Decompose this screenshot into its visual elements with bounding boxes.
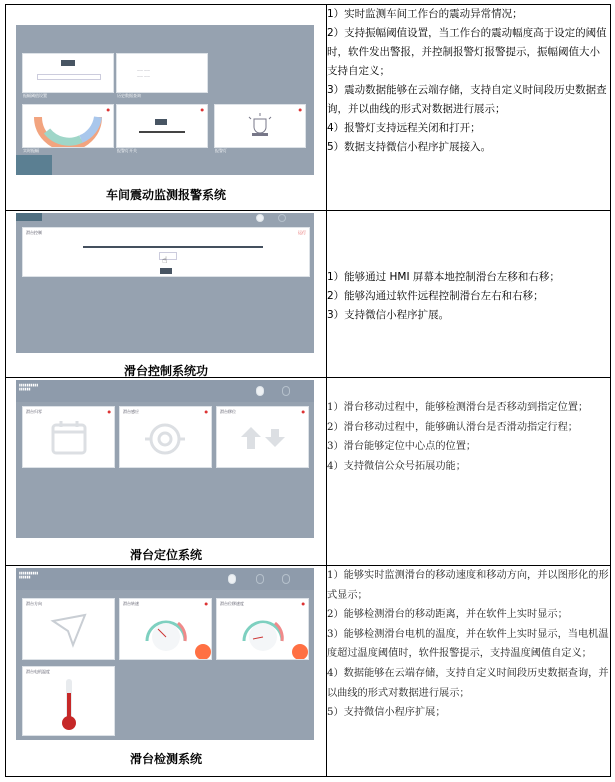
panel-card (22, 227, 310, 277)
list-item: 1）滑台移动过程中，能够检测滑台是否移动到指定位置； (327, 402, 589, 413)
panel-status: ● (204, 601, 208, 606)
panel-status: ● (106, 107, 110, 112)
panel-title: 振幅阈值设置 (23, 93, 47, 98)
panel-card (22, 406, 115, 468)
panel-title: 滑台转速 (123, 601, 139, 606)
feature-list (327, 5, 611, 211)
system-caption: 滑台定位系统 (129, 548, 202, 562)
feature-list (327, 566, 611, 777)
calendar-icon (23, 407, 114, 467)
logo: ▮▮▮▮▮▮▮▮▮▮ ▮▮▮▮▮▮ (19, 571, 39, 579)
system-screenshot (16, 568, 314, 740)
list-item: 4）数据能够在云端存储，支持自定义时间段历史数据查询，并以曲线的形式对数据进行展示； (327, 667, 609, 699)
table-row (6, 211, 611, 378)
panel-card (119, 598, 212, 660)
system-screenshot (16, 25, 314, 175)
panel-card (216, 406, 309, 468)
gauge-chart (23, 105, 113, 147)
thermometer-icon (23, 667, 114, 735)
velocity-gauge (217, 599, 308, 659)
header-pill[interactable] (282, 574, 290, 584)
panel-title: 滑台电机温度 (26, 669, 50, 674)
panel-status: ● (200, 107, 204, 112)
header-pill[interactable] (282, 386, 290, 396)
panel-card: —— —— —— —— (116, 53, 208, 93)
speed-gauge (120, 599, 211, 659)
panel-title: 报警灯开关 (117, 148, 137, 153)
screenshot-cell (6, 211, 327, 378)
feature-list (327, 378, 611, 566)
header-pill[interactable] (256, 214, 264, 222)
panel-title: 实时振幅 (23, 148, 39, 153)
list-item: 4）报警灯支持远程关闭和打开； (327, 122, 481, 134)
hand-pointer-icon: ☝ (162, 256, 168, 266)
direction-arrow-icon (23, 599, 114, 659)
panel-card (22, 53, 114, 93)
up-down-arrows-icon (217, 407, 308, 467)
target-icon (120, 407, 211, 467)
list-item: 3）能够检测滑台电机的温度，并在软件上实时显示，当电机温度超过温度阈值时，软件报警提示，支持温度阈值自定义； (327, 628, 609, 660)
panel-title: 滑台位移速度 (220, 601, 244, 606)
screenshot-cell (6, 566, 327, 777)
screenshot-cell (6, 378, 327, 566)
header-pill[interactable] (256, 574, 264, 584)
alarm-lamp-icon (215, 105, 305, 147)
table-row (6, 566, 611, 777)
panel-title: 滑台方向 (26, 601, 42, 606)
panel-status: ● (301, 601, 305, 606)
feature-list (327, 211, 611, 378)
panel-status: 运行 (298, 230, 306, 235)
panel-title: 滑台归零 (26, 409, 42, 414)
header-pill[interactable] (278, 214, 286, 222)
panel-card (116, 104, 208, 148)
header-pill[interactable] (228, 574, 236, 584)
panel-status: ● (204, 409, 208, 414)
panel-title: 报警灯 (215, 148, 227, 153)
list-item: 2）支持振幅阈值设置，当工作台的震动幅度高于设定的阈值时，软件发出警报，并控制报警灯报警提示，振幅阈值大小支持自定义； (327, 27, 607, 77)
panel-card (119, 406, 212, 468)
list-item: 3）滑台能够定位中心点的位置； (327, 441, 477, 453)
panel-title: 滑台感应 (123, 409, 139, 414)
panel-card (22, 104, 114, 148)
panel-title: 滑台控制 (26, 230, 42, 235)
table-row (6, 5, 611, 211)
list-item: 2）能够沟通过软件远程控制滑台左右和右移； (327, 289, 544, 302)
system-caption: 滑台检测系统 (129, 752, 202, 766)
panel-status: ● (301, 409, 305, 414)
panel-title: 滑台移位 (220, 409, 236, 414)
list-item: 2）滑台移动过程中，能够确认滑台是否滑动指定行程； (327, 421, 578, 433)
feature-table (5, 4, 611, 777)
panel-card (216, 598, 309, 660)
list-item: 5）支持微信小程序扩展； (327, 707, 446, 719)
logo (16, 155, 52, 175)
screenshot-cell (6, 5, 327, 211)
panel-status: ● (298, 107, 302, 112)
list-item: 3）震动数据能够在云端存储，支持自定义时间段历史数据查询，并以曲线的形式对数据进行展示； (327, 84, 607, 115)
panel-status: ● (107, 409, 111, 414)
list-item: 5）数据支持微信小程序扩展接入。 (327, 141, 492, 153)
panel-card (214, 104, 306, 148)
panel-title: 历史数据查询 (117, 93, 141, 98)
logo: ▮▮▮▮▮▮▮▮▮▮ ▮▮▮▮▮▮ (19, 383, 39, 391)
header-pill[interactable] (256, 386, 264, 396)
list-item: 1）能够实时监测滑台的移动速度和移动方向，并以图形化的形式显示； (327, 570, 609, 601)
panel-card (22, 666, 115, 736)
logo (16, 213, 42, 221)
slider-track[interactable] (83, 246, 263, 248)
list-item: 2）能够检测滑台的移动距离，并在软件上实时显示； (327, 609, 568, 621)
list-item: 4）支持微信公众号拓展功能； (327, 460, 466, 472)
system-screenshot (16, 380, 314, 538)
app-header (16, 380, 314, 402)
system-caption: 滑台控制系统功 (123, 364, 208, 378)
table-row (6, 378, 611, 566)
list-item: 3）支持微信小程序扩展。 (327, 308, 450, 321)
panel-card (22, 598, 115, 660)
system-screenshot (16, 213, 314, 353)
app-header (16, 568, 314, 590)
system-caption: 车间震动监测报警系统 (105, 188, 226, 202)
confirm-button[interactable] (160, 268, 172, 274)
list-item: 1）能够通过 HMI 屏幕本地控制滑台左移和右移； (327, 270, 560, 283)
list-item: 1）实时监测车间工作台的震动异常情况； (327, 8, 523, 20)
